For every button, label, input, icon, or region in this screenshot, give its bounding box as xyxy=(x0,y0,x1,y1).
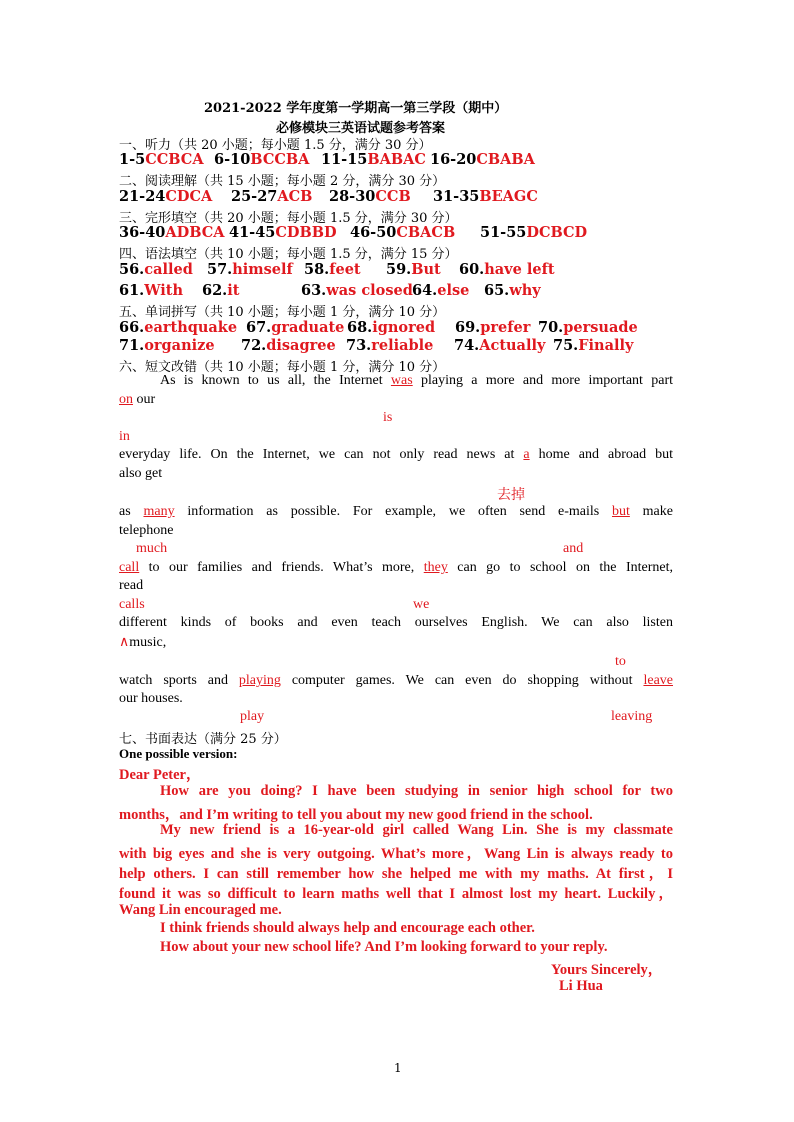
item-number: 59. xyxy=(386,261,412,278)
range-label: 31-35 xyxy=(433,188,480,205)
correction-fix: to xyxy=(615,654,626,669)
text-fragment: As is known to us all, the Internet xyxy=(160,373,391,388)
text-fragment: watch sports and xyxy=(119,673,239,688)
item-number: 68. xyxy=(347,319,373,336)
answers-spelling-row1 xyxy=(119,319,638,336)
item-number: 71. xyxy=(119,337,145,354)
text-fragment: music, xyxy=(129,635,167,650)
correction-line-9: different kinds of books and even teach ourselves English. We can also listen xyxy=(119,615,673,630)
answer-word: But xyxy=(411,261,441,278)
error-word: they xyxy=(423,560,448,575)
range-label: 46-50 xyxy=(350,224,397,241)
answer-word: graduate xyxy=(271,319,345,336)
answer-key: CBABA xyxy=(476,151,535,168)
answer-word: feet xyxy=(329,261,361,278)
item-number: 75. xyxy=(553,337,579,354)
version-label: One possible version: xyxy=(119,746,238,761)
correction-line-6: telephone xyxy=(119,523,174,538)
correction-line-2 xyxy=(119,392,155,408)
text-fragment: computer games. We can even do shopping without xyxy=(280,673,644,688)
item-number: 73. xyxy=(346,337,372,354)
text-fragment: as xyxy=(119,504,144,519)
text-fragment: everyday life. On the Internet, we can not only read news at xyxy=(119,447,524,462)
range-label: 41-45 xyxy=(229,224,276,241)
correction-line-3 xyxy=(119,447,673,463)
item-number: 69. xyxy=(455,319,481,336)
correction-line-7 xyxy=(119,560,673,576)
answer-key: CDCA xyxy=(165,188,213,205)
essay-line: with big eyes and she is very outgoing. What’s more，Wang Lin is always ready to xyxy=(119,846,673,862)
answer-word: Actually xyxy=(479,337,546,354)
correction-line-8: read xyxy=(119,578,144,593)
answer-word: organize xyxy=(144,337,215,354)
correction-fix: we xyxy=(413,597,430,612)
range-label: 1-5 xyxy=(119,151,146,168)
correction-line-4: also get xyxy=(119,466,163,481)
error-word: was xyxy=(390,373,413,388)
error-word: leave xyxy=(643,673,673,688)
section-heading-listening: 一、听力（共 20 小题；每小题 1.5 分，满分 30 分） xyxy=(119,138,432,153)
range-label: 36-40 xyxy=(119,224,166,241)
section-heading-grammar: 四、语法填空（共 10 小题；每小题 1.5 分，满分 15 分） xyxy=(119,247,458,262)
text-fragment: playing a more and more important part xyxy=(412,373,673,388)
item-number: 61. xyxy=(119,282,145,299)
item-number: 70. xyxy=(538,319,564,336)
error-word: playing xyxy=(238,673,281,688)
answer-word: else xyxy=(437,282,470,299)
answers-listening xyxy=(119,151,535,168)
answer-word: why xyxy=(509,282,541,299)
page-number: 1 xyxy=(394,1061,402,1075)
essay-line: How about your new school life? And I’m looking forward to your reply. xyxy=(160,939,608,955)
essay-greeting: Dear Peter， xyxy=(119,767,201,783)
doc-subtitle: 必修模块三英语试题参考答案 xyxy=(276,121,446,136)
answer-word: earthquake xyxy=(144,319,238,336)
answer-key: CBACB xyxy=(396,224,456,241)
doc-title: 2021-2022 学年度第一学期高一第三学段（期中） xyxy=(204,101,508,116)
correction-fix: and xyxy=(563,541,584,556)
answer-word: it xyxy=(227,282,240,299)
essay-closing: Yours Sincerely， xyxy=(551,962,663,978)
section-heading-writing: 七、书面表达（满分 25 分） xyxy=(119,732,287,747)
answers-spelling-row2 xyxy=(119,337,633,354)
essay-line: help others. I can still remember how she helped me with my maths. At first，I xyxy=(119,866,673,882)
answers-reading xyxy=(119,188,538,205)
range-label: 25-27 xyxy=(231,188,278,205)
error-word: many xyxy=(143,504,175,519)
answer-key: BABAC xyxy=(367,151,426,168)
essay-line: I think friends should always help and encourage each other. xyxy=(160,920,535,936)
answer-word: ignored xyxy=(372,319,436,336)
item-number: 64. xyxy=(412,282,438,299)
answers-grammar-row2 xyxy=(119,282,541,299)
correction-fix: play xyxy=(240,709,265,724)
essay-line: My new friend is a 16-year-old girl called Wang Lin. She is my classmate xyxy=(160,822,673,838)
correction-line-10 xyxy=(119,634,166,651)
essay-signature: Li Hua xyxy=(559,978,603,994)
text-fragment: information as possible. For example, we often send e-mails xyxy=(174,504,612,519)
range-label: 21-24 xyxy=(119,188,166,205)
item-number: 58. xyxy=(304,261,330,278)
item-number: 65. xyxy=(484,282,510,299)
correction-fix: calls xyxy=(119,597,145,612)
text-fragment: can go to school on the Internet, xyxy=(447,560,673,575)
answer-key: CDBBD xyxy=(275,224,337,241)
answer-word: called xyxy=(144,261,193,278)
error-word: on xyxy=(119,392,133,407)
correction-line-11 xyxy=(119,673,673,689)
correction-fix: much xyxy=(136,541,168,556)
answer-word: reliable xyxy=(371,337,434,354)
answer-word: Finally xyxy=(578,337,634,354)
text-fragment: to our families and friends. What’s more, xyxy=(139,560,424,575)
correction-fix: is xyxy=(383,410,393,425)
answer-word: disagree xyxy=(266,337,336,354)
text-fragment: our xyxy=(133,392,156,407)
section-heading-cloze: 三、完形填空（共 20 小题；每小题 1.5 分，满分 30 分） xyxy=(119,211,458,226)
item-number: 56. xyxy=(119,261,145,278)
item-number: 62. xyxy=(202,282,228,299)
correction-line-1 xyxy=(119,373,673,389)
section-heading-reading: 二、阅读理解（共 15 小题；每小题 2 分，满分 30 分） xyxy=(119,174,446,189)
item-number: 63. xyxy=(301,282,327,299)
answer-word: persuade xyxy=(563,319,638,336)
range-label: 11-15 xyxy=(321,151,368,168)
answer-word: himself xyxy=(232,261,293,278)
range-label: 16-20 xyxy=(430,151,477,168)
correction-line-12: our houses. xyxy=(119,691,183,706)
essay-line: months，and I’m writing to tell you about my new good friend in the school. xyxy=(119,807,593,823)
item-number: 66. xyxy=(119,319,145,336)
range-label: 6-10 xyxy=(214,151,251,168)
answer-word: prefer xyxy=(480,319,531,336)
answer-word: was closed xyxy=(326,282,413,299)
insert-mark-icon: ∧ xyxy=(119,635,130,650)
answer-key: ACB xyxy=(277,188,313,205)
answer-word: With xyxy=(144,282,184,299)
item-number: 67. xyxy=(246,319,272,336)
text-fragment: home and abroad but xyxy=(529,447,674,462)
answer-key: ADBCA xyxy=(165,224,225,241)
answers-cloze xyxy=(119,224,587,241)
answer-key: CCBCA xyxy=(145,151,204,168)
section-heading-correction: 六、短文改错（共 10 小题；每小题 1 分，满分 10 分） xyxy=(119,360,446,375)
range-label: 51-55 xyxy=(480,224,527,241)
item-number: 74. xyxy=(454,337,480,354)
item-number: 60. xyxy=(459,261,485,278)
item-number: 72. xyxy=(241,337,267,354)
error-word: a xyxy=(523,447,530,462)
correction-line-5 xyxy=(119,504,673,520)
answer-key: BCCBA xyxy=(250,151,310,168)
answers-grammar-row1 xyxy=(119,261,555,278)
section-heading-spelling: 五、单词拼写（共 10 小题；每小题 1 分，满分 10 分） xyxy=(119,305,446,320)
essay-line: found it was so difficult to learn maths well that I almost lost my heart. Luckily， xyxy=(119,886,673,902)
correction-fix: leaving xyxy=(611,709,653,724)
essay-line: Wang Lin encouraged me. xyxy=(119,902,282,918)
range-label: 28-30 xyxy=(329,188,376,205)
error-word: call xyxy=(119,560,140,575)
answer-key: DCBCD xyxy=(526,224,588,241)
correction-fix: in xyxy=(119,429,130,444)
answer-key: CCB xyxy=(375,188,411,205)
error-word: but xyxy=(611,504,630,519)
answer-key: BEAGC xyxy=(479,188,538,205)
item-number: 57. xyxy=(207,261,233,278)
correction-fix: 去掉 xyxy=(497,488,525,503)
answer-word: have left xyxy=(484,261,555,278)
essay-line: How are you doing? I have been studying in senior high school for two xyxy=(160,783,673,799)
text-fragment: make xyxy=(629,504,673,519)
